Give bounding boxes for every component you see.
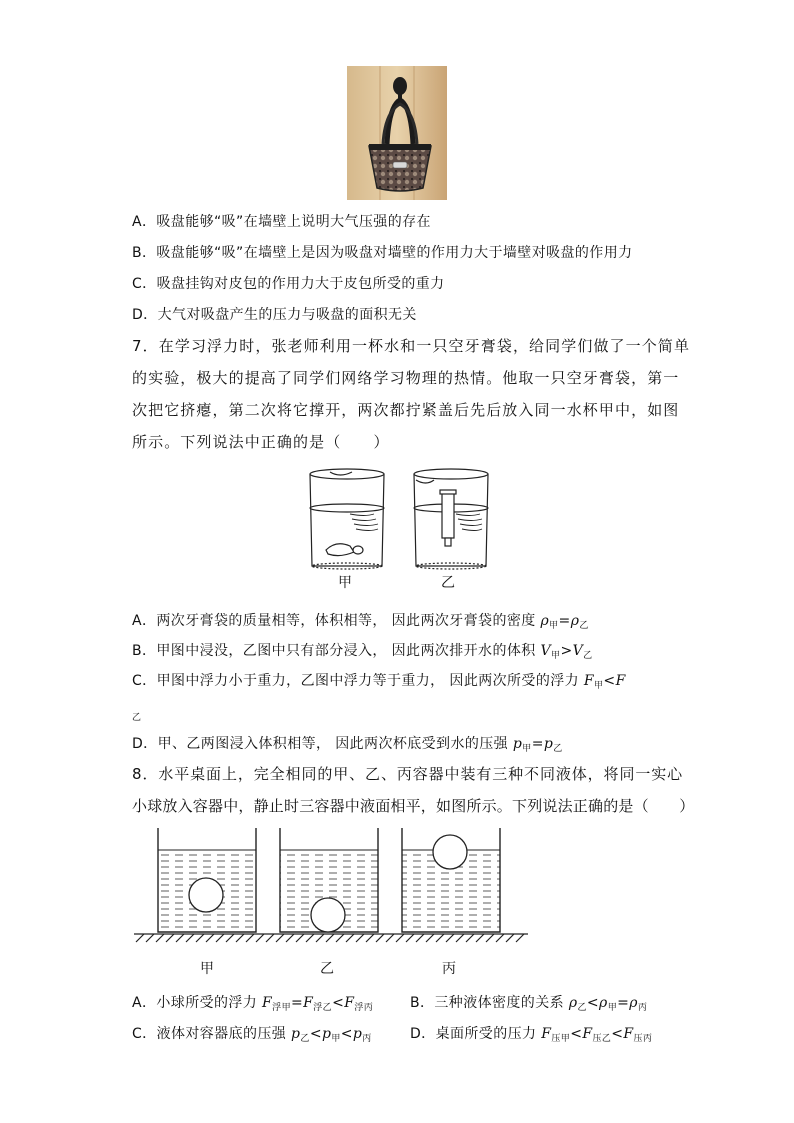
ball-yi [311, 898, 345, 932]
q8-option-c: C．液体对容器底的压强 $p_乙<p_甲<p_丙$ [132, 1026, 372, 1044]
q7-option-c-cont: 乙 [132, 713, 142, 723]
q8-containers-figure [132, 828, 532, 948]
q6-option-c: C．吸盘挂钩对皮包的作用力大于皮包所受的重力 [132, 276, 445, 292]
q7-label-yi: 乙 [441, 575, 455, 591]
q7-option-b: B．甲图中浸没，乙图中只有部分浸入， 因此两次排开水的体积 $V_甲>V_乙$ [132, 643, 593, 661]
q8-label-bing: 丙 [442, 961, 456, 977]
q7-stem-line-2: 的实验，极大的提高了同学们网络学习物理的热情。他取一只空牙膏袋，第一 [132, 369, 680, 387]
q7-stem-line-1: 7．在学习浮力时，张老师利用一杯水和一只空牙膏袋，给同学们做了一个简单 [132, 337, 691, 355]
ball-bing [433, 835, 467, 869]
ball-jia [189, 878, 223, 912]
q7-option-c: C．甲图中浮力小于重力，乙图中浮力等于重力， 因此两次所受的浮力 $F_甲<F$ [132, 673, 626, 691]
container-jia [158, 828, 256, 932]
q8-stem-line-1: 8．水平桌面上，完全相同的甲、乙、丙容器中装有三种不同液体，将同一实心 [132, 765, 684, 783]
q7-option-d: D．甲、乙两图浸入体积相等， 因此两次杯底受到水的压强 $p_甲=p_乙$ [132, 736, 563, 754]
q8-option-d: D．桌面所受的压力 $F_{压甲}<F_{压乙}<F_{压丙}$ [410, 1026, 653, 1044]
q8-option-a: A．小球所受的浮力 $F_{浮甲}=F_{浮乙}<F_{浮丙}$ [132, 995, 374, 1013]
q7-stem-line-3: 次把它挤瘪，第二次将它撑开，两次都拧紧盖后先后放入同一水杯甲中，如图 [132, 401, 680, 419]
q8-label-jia: 甲 [200, 961, 214, 977]
q6-option-a: A．吸盘能够“吸”在墙壁上说明大气压强的存在 [132, 214, 431, 230]
container-yi [280, 828, 378, 932]
q7-option-a: A．两次牙膏袋的质量相等，体积相等， 因此两次牙膏袋的密度 $\rho_甲=\rho_乙$ [132, 613, 589, 631]
toothpaste-tube-upright [440, 490, 456, 546]
q8-label-yi: 乙 [320, 961, 334, 977]
tabletop [134, 934, 528, 942]
handbag-photo [347, 66, 447, 200]
beaker-yi [414, 469, 488, 569]
beaker-jia [310, 469, 384, 569]
container-bing [402, 828, 500, 932]
toothpaste-tube-flat [326, 544, 363, 556]
q8-option-b: B．三种液体密度的关系 $\rho_乙<\rho_甲=\rho_丙$ [410, 995, 648, 1013]
q8-stem-line-2: 小球放入容器中，静止时三容器中液面相平，如图所示。下列说法正确的是（ ） [132, 797, 695, 815]
q7-stem-line-4: 所示。下列说法中正确的是（ ） [132, 433, 390, 451]
q6-option-d: D．大气对吸盘产生的压力与吸盘的面积无关 [132, 307, 417, 323]
q6-option-b: B．吸盘能够“吸”在墙壁上是因为吸盘对墙壁的作用力大于墙壁对吸盘的作用力 [132, 245, 633, 261]
q7-beakers-figure [300, 466, 500, 570]
q7-label-jia: 甲 [338, 575, 352, 591]
